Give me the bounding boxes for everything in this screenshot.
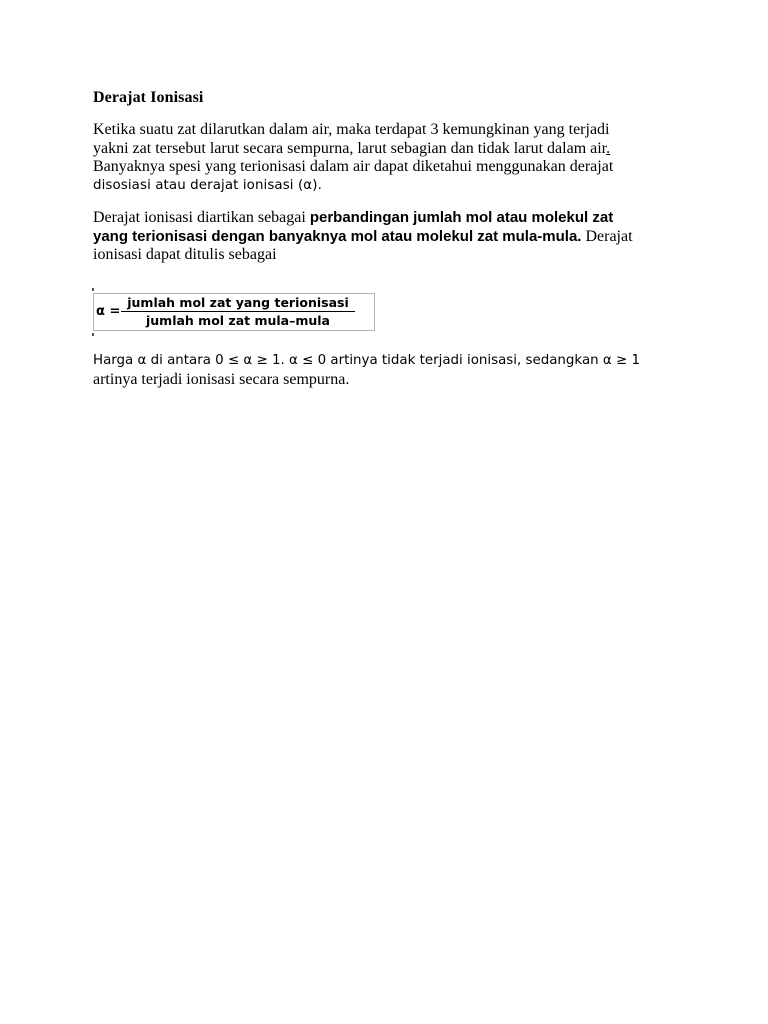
document-body	[93, 89, 673, 265]
paragraph-definition-line-1	[93, 209, 673, 228]
paragraph-intro-line-3: Banyaknya spesi yang terionisasi dalam air dapat diketahui menggunakan derajat	[93, 158, 614, 175]
formula-anchor-top-mark	[92, 288, 94, 291]
ionization-formula	[93, 293, 375, 331]
definition-after-bold: Derajat	[581, 227, 633, 245]
paragraph-intro-line-2-text: yakni zat tersebut larut secara sempurna, larut sebagian dan tidak larut dalam air	[93, 139, 607, 157]
definition-intro-text: Derajat ionisasi diartikan sebagai	[93, 209, 310, 226]
formula-fraction	[121, 295, 355, 328]
paragraph-range-line-1: Harga α di antara 0 ≤ α ≥ 1. α ≤ 0 artinya tidak terjadi ionisasi, sedangkan α ≥ 1	[93, 353, 640, 368]
definition-bold-line-1: perbandingan jumlah mol atau molekul zat	[309, 209, 614, 226]
paragraph-definition-line-2	[93, 228, 673, 247]
formula-fraction-bar	[121, 311, 355, 312]
document-heading: Derajat Ionisasi	[93, 89, 204, 106]
definition-bold-line-2: yang terionisasi dengan banyaknya mol atau molekul zat mula-mula.	[93, 227, 582, 245]
paragraph-intro-line-1: Ketika suatu zat dilarutkan dalam air, maka terdapat 3 kemungkinan yang terjadi	[93, 121, 610, 138]
paragraph-intro-line-2	[93, 140, 673, 159]
paragraph-definition	[93, 209, 673, 265]
paragraph-intro-line-4: disosiasi atau derajat ionisasi (α).	[93, 177, 322, 193]
paragraph-intro-line-2-period: .	[606, 139, 611, 157]
paragraph-intro	[93, 121, 673, 195]
paragraph-range-line-2: artinya terjadi ionisasi secara sempurna.	[93, 370, 350, 388]
formula-lhs: α =	[96, 304, 121, 319]
formula-numerator: jumlah mol zat yang terionisasi	[127, 295, 349, 310]
paragraph-definition-line-3: ionisasi dapat ditulis sebagai	[93, 246, 277, 263]
formula-denominator: jumlah mol zat mula–mula	[145, 313, 330, 329]
paragraph-range	[93, 352, 693, 389]
formula-anchor-bottom-mark	[92, 333, 94, 336]
